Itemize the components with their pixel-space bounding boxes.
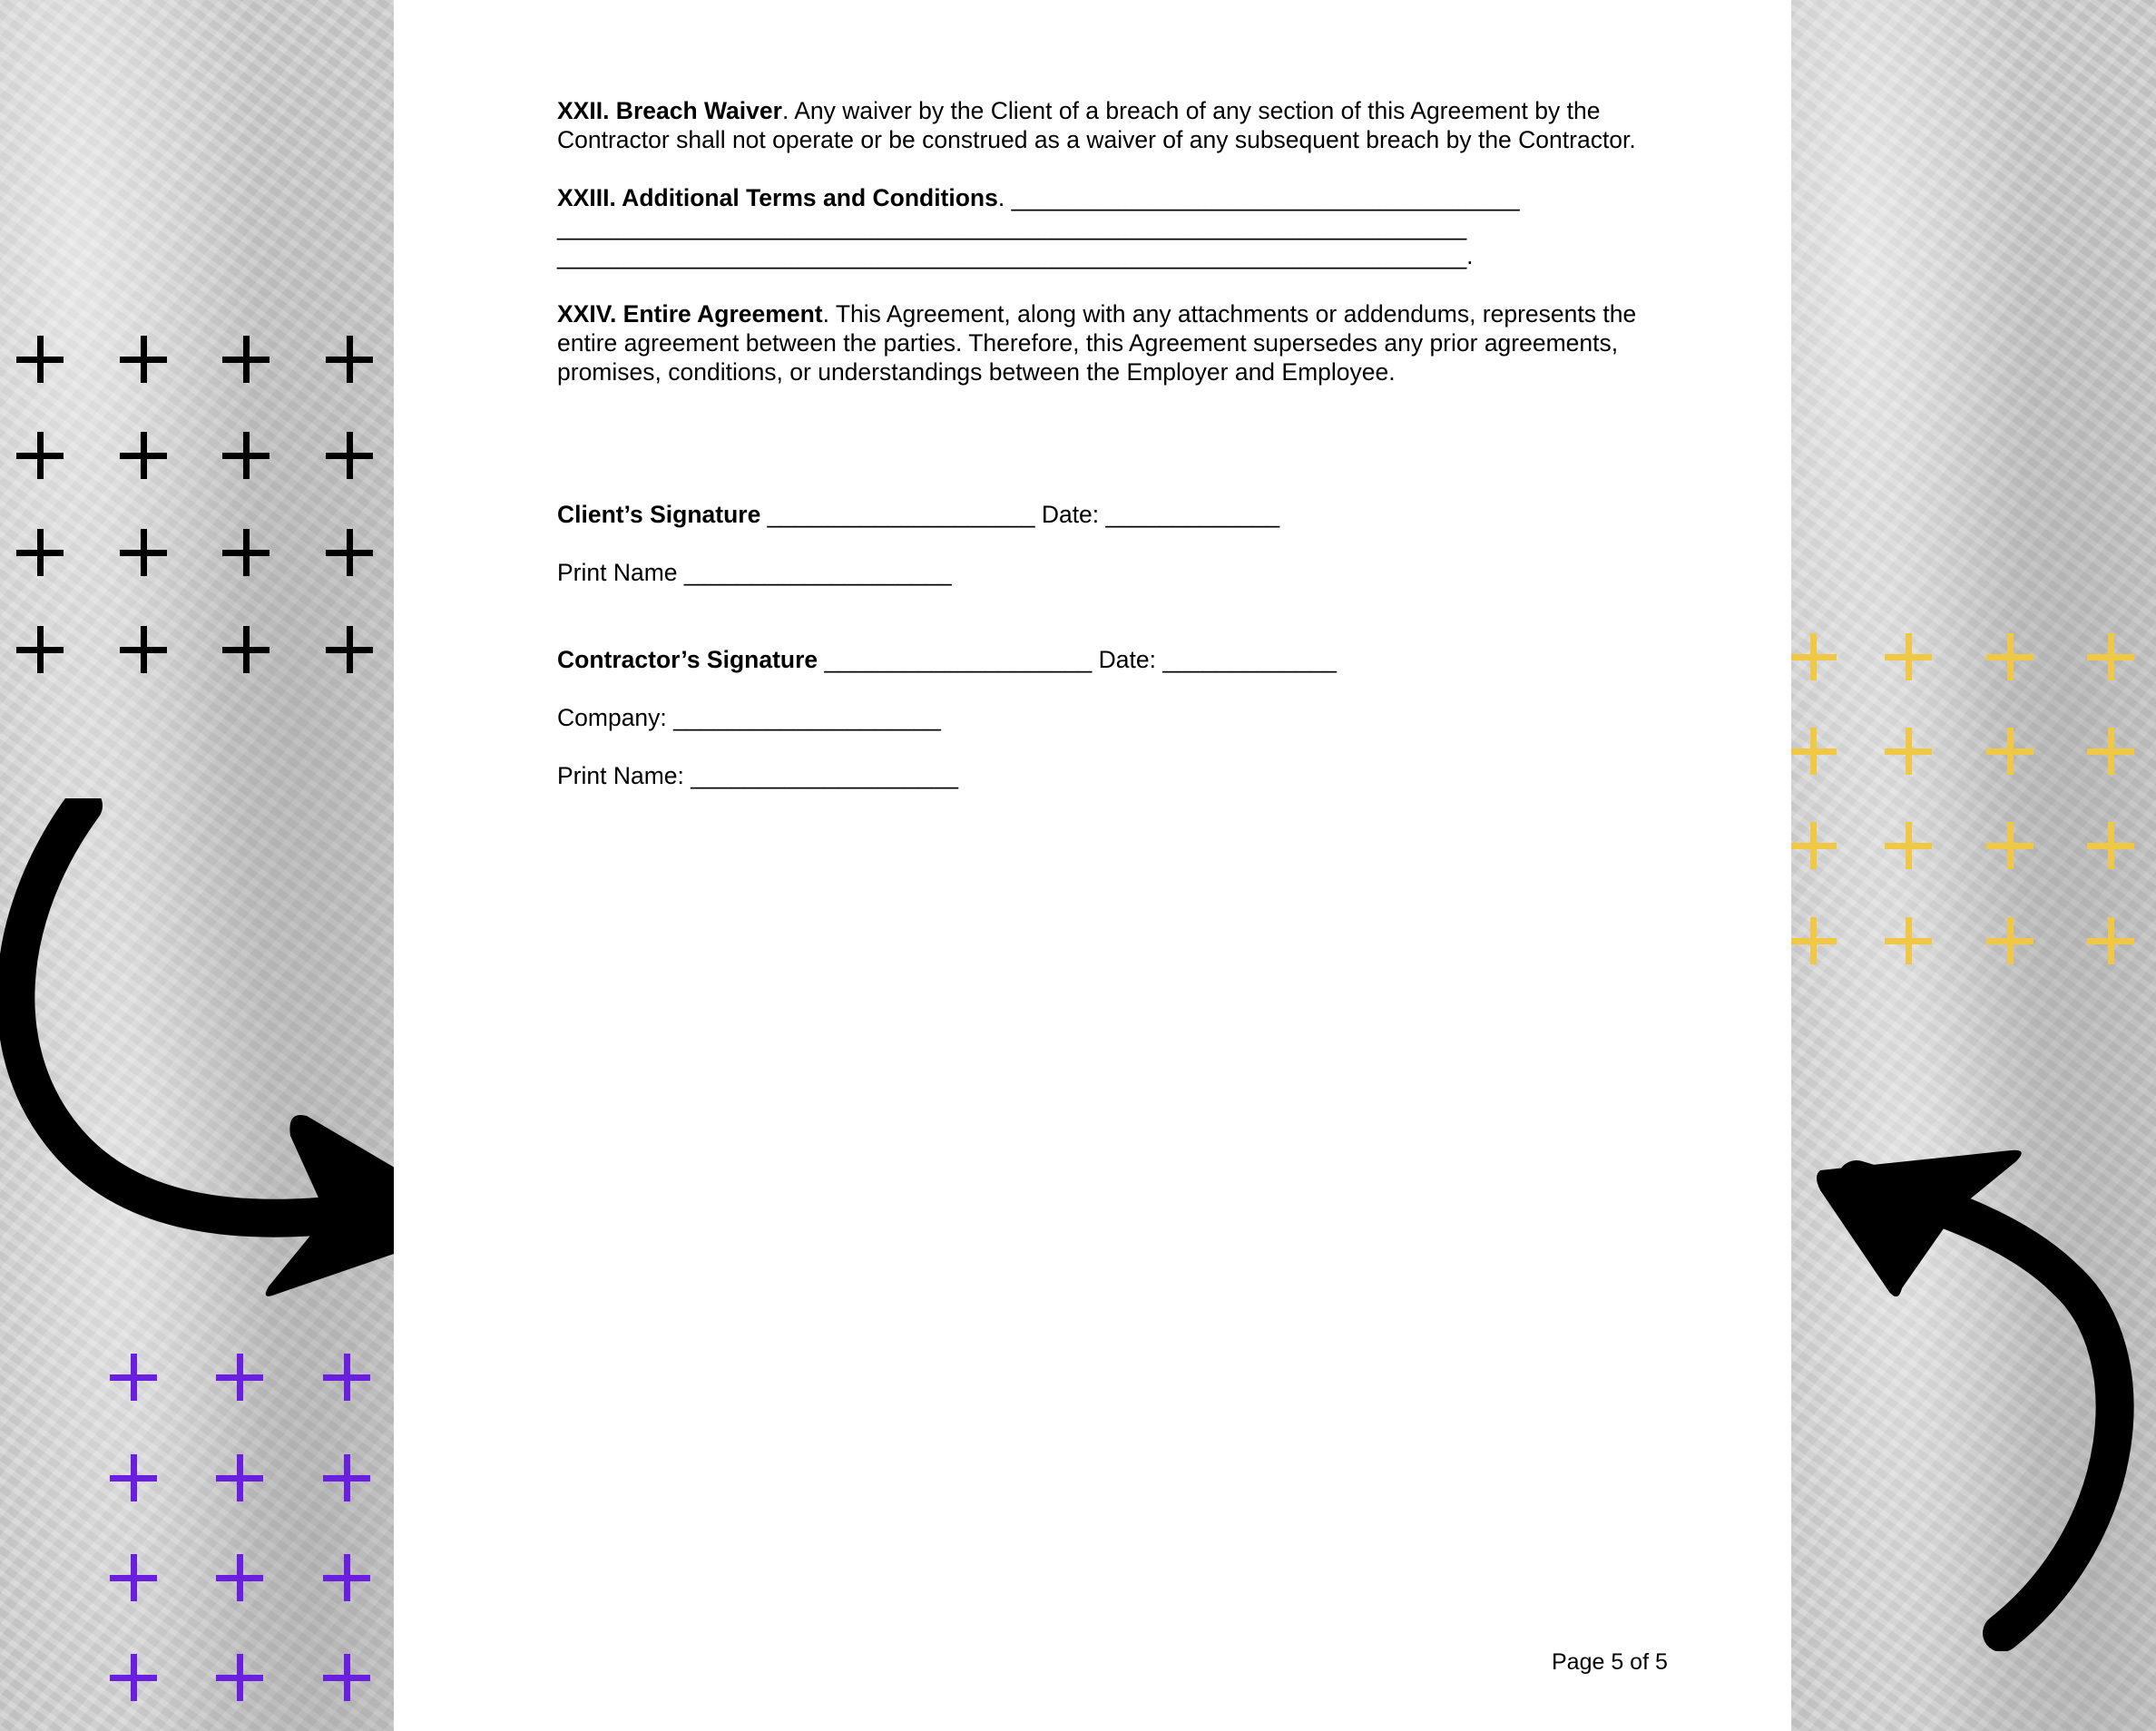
- plus-icon: [120, 336, 167, 383]
- date-label: Date:: [1041, 501, 1100, 528]
- blank-line: ____________________________________________________________________.: [557, 242, 1474, 269]
- plus-icon: [2087, 822, 2134, 869]
- plus-icon: [2087, 917, 2134, 964]
- company-row: [557, 704, 941, 732]
- plus-icon: [120, 432, 167, 479]
- plus-icon: [1885, 633, 1932, 680]
- plus-icon: [326, 336, 373, 383]
- plus-icon: [16, 432, 64, 479]
- plus-icon: [1789, 917, 1837, 964]
- print-name-line: ____________________: [677, 559, 952, 586]
- curved-arrow-right-icon: [1793, 1143, 2156, 1651]
- plus-icon: [323, 1454, 370, 1501]
- plus-icon: [323, 1554, 370, 1601]
- print-name-label: Print Name:: [557, 762, 684, 789]
- plus-icon: [1885, 728, 1932, 775]
- blank-line: . ______________________________________: [997, 184, 1520, 211]
- plus-icon: [120, 529, 167, 576]
- plus-icon: [1885, 917, 1932, 964]
- curved-arrow-left-icon: [0, 798, 399, 1306]
- plus-icon: [326, 529, 373, 576]
- section-heading: XXIII. Additional Terms and Conditions: [557, 184, 998, 211]
- section-additional-terms: [557, 183, 1646, 270]
- plus-icon: [222, 626, 270, 673]
- plus-icon: [1986, 822, 2034, 869]
- plus-icon: [110, 1454, 157, 1501]
- plus-icon: [216, 1654, 263, 1701]
- document-page: [394, 0, 1791, 1731]
- date-line: _____________: [1155, 646, 1337, 673]
- plus-icon: [323, 1354, 370, 1401]
- plus-icon: [1986, 728, 2034, 775]
- contractor-signature-row: [557, 646, 1337, 674]
- print-name-line: ____________________: [683, 762, 959, 789]
- section-text: . Any waiver by the Client of a breach of any section of this Agreement by the Contractor shall not operate or be construed as a waiver of any subsequent breach by the Contractor.: [557, 97, 1636, 153]
- client-signature-label: Client’s Signature: [557, 501, 761, 528]
- section-heading: XXII. Breach Waiver: [557, 97, 782, 124]
- signature-line: ____________________: [760, 501, 1042, 528]
- date-label: Date:: [1098, 646, 1156, 673]
- date-line: _____________: [1099, 501, 1280, 528]
- plus-icon: [222, 529, 270, 576]
- plus-icon: [1789, 822, 1837, 869]
- plus-icon: [326, 432, 373, 479]
- plus-icon: [2087, 633, 2134, 680]
- plus-icon: [1986, 633, 2034, 680]
- plus-icon: [2087, 728, 2134, 775]
- plus-icon: [16, 529, 64, 576]
- plus-icon: [16, 626, 64, 673]
- plus-icon: [1885, 822, 1932, 869]
- company-label: Company:: [557, 704, 667, 731]
- plus-icon: [110, 1354, 157, 1401]
- plus-icon: [216, 1354, 263, 1401]
- plus-icon: [1789, 633, 1837, 680]
- print-name-label: Print Name: [557, 559, 678, 586]
- blank-line: ____________________________________________________________________: [557, 213, 1467, 240]
- section-heading: XXIV. Entire Agreement: [557, 300, 823, 328]
- print-name-row: [557, 559, 952, 587]
- plus-icon: [323, 1654, 370, 1701]
- plus-icon: [1986, 917, 2034, 964]
- client-signature-row: [557, 501, 1279, 529]
- plus-icon: [216, 1554, 263, 1601]
- section-text: . This Agreement, along with any attachments or addendums, represents the entire agreement between the parties. Therefore, this Agreement supersedes any prior agreements, promises, conditions, or understandings between the Employer and Employee.: [557, 300, 1637, 386]
- section-entire-agreement: [557, 299, 1646, 386]
- contractor-signature-label: Contractor’s Signature: [557, 646, 818, 673]
- company-line: ____________________: [666, 704, 941, 731]
- plus-icon: [326, 626, 373, 673]
- plus-icon: [222, 336, 270, 383]
- plus-icon: [120, 626, 167, 673]
- document-body: [557, 96, 1646, 386]
- page-number: Page 5 of 5: [1552, 1649, 1668, 1675]
- plus-icon: [222, 432, 270, 479]
- print-name-row-2: [557, 762, 958, 790]
- signature-line: ____________________: [818, 646, 1099, 673]
- plus-icon: [110, 1654, 157, 1701]
- plus-icon: [16, 336, 64, 383]
- section-breach-waiver: [557, 96, 1646, 154]
- plus-icon: [110, 1554, 157, 1601]
- plus-icon: [1789, 728, 1837, 775]
- plus-icon: [216, 1454, 263, 1501]
